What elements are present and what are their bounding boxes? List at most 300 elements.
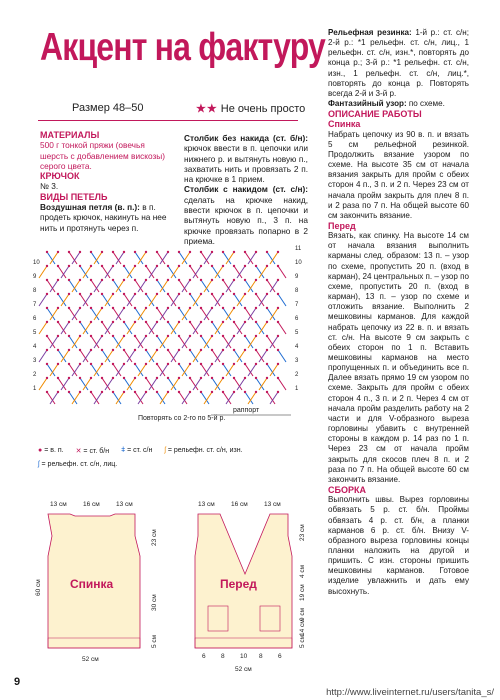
air-loop-paragraph [40, 202, 174, 233]
chain-dot [233, 377, 235, 379]
chain-dot [255, 265, 257, 267]
chain-dot [200, 307, 202, 309]
chain-dot [189, 293, 191, 295]
chain-dot [123, 321, 125, 323]
chain-dot [101, 335, 103, 337]
chain-dot [266, 363, 268, 365]
chain-dot [123, 349, 125, 351]
back-right-dim: 23 см [151, 529, 158, 546]
row-label-left: 8 [33, 288, 37, 294]
chain-dot [68, 321, 70, 323]
chain-dot [57, 321, 59, 323]
chain-dot [90, 265, 92, 267]
chain-dot [255, 377, 257, 379]
chain-dot [79, 321, 81, 323]
chain-dot [46, 321, 48, 323]
chain-dot [90, 279, 92, 281]
chain-dot [244, 307, 246, 309]
chain-dot [46, 391, 48, 393]
chain-dot [101, 321, 103, 323]
chain-dot [46, 363, 48, 365]
row-label-right: 1 [295, 386, 299, 392]
front-heading: Перед [328, 220, 356, 231]
assembly-heading: СБОРКА [328, 485, 366, 496]
chain-dot [244, 335, 246, 337]
chain-dot [211, 335, 213, 337]
row-label-right: 5 [295, 330, 299, 336]
chain-dot [57, 335, 59, 337]
chain-dot [167, 363, 169, 365]
chain-dot [68, 349, 70, 351]
page-number: 9 [14, 676, 21, 688]
chain-dot [46, 349, 48, 351]
front-top-dim: 13 см [198, 501, 215, 508]
legend-sc: ✕ = ст. б/н [75, 448, 110, 455]
chain-dot [156, 349, 158, 351]
chain-dot [266, 349, 268, 351]
chain-dot [134, 265, 136, 267]
chain-dot [112, 293, 114, 295]
chain-dot [189, 251, 191, 253]
chain-dot [167, 349, 169, 351]
garment-schematic [30, 496, 310, 676]
chain-dot [189, 335, 191, 337]
chain-dot [123, 363, 125, 365]
chain-dot [222, 349, 224, 351]
stitch-mark [39, 378, 47, 390]
chain-dot [112, 251, 114, 253]
chain-dot [156, 363, 158, 365]
chain-dot [189, 307, 191, 309]
chain-dot [79, 391, 81, 393]
chain-dot [156, 391, 158, 393]
row-label-right: 7 [295, 302, 299, 308]
assembly-text: Выполнить швы. Вырез горловины обвязать 5 р. ст. б/н. Проймы обвязать 4 р. ст. б/н, а планки карманов 6 р. ст. б/н. Внизу V-образного выреза горловины концы планки наложить на другой и пришить. С изн. стороны пришить мешковины карманов. Готовое изделие увлажнить и дать ему высохнуть. [328, 495, 469, 596]
chain-dot [266, 321, 268, 323]
chain-dot [167, 307, 169, 309]
chain-dot [134, 293, 136, 295]
legend-dc: ǂ = ст. с/н [121, 447, 153, 454]
chain-dot [178, 363, 180, 365]
chain-dot [145, 321, 147, 323]
difficulty-stars: ★★ [196, 103, 218, 115]
front-bottom-dim: 6 [202, 653, 206, 660]
row-label-left: 4 [33, 344, 37, 350]
chain-dot [101, 307, 103, 309]
back-text: Набрать цепочку из 90 в. п. и вязать 5 см рельефной резинкой. Продолжить вязание узором по схеме. На высоте 35 см от начала вязания закрыть для пройм с обеих сторон 4 п., 3 п. и 2 п. Через 23 см от начала пройм закрыть для плеч 8 п. и 2 раза по 7 п. На общей высоте 60 см закончить вязание. [328, 129, 469, 220]
chain-dot [189, 349, 191, 351]
chain-dot [277, 293, 279, 295]
chain-dot [79, 363, 81, 365]
chain-dot [244, 363, 246, 365]
rib-text: 1-й р.: ст. с/н; 2-й р.: *1 рельефн. ст. с/н, лиц., 1 рельефн. ст. с/н, изн.*, повторять до конца р.; 3-й р.: *1 рельефн. ст. с/н, изн., 1 рельефн. ст. с/н, лиц.*, повторять до конца р. Повторять всегда 2-й и 3-й р. [328, 28, 469, 98]
chain-dot [277, 265, 279, 267]
row-label-right: 9 [295, 274, 299, 280]
chain-dot [156, 265, 158, 267]
chain-dot [123, 391, 125, 393]
chain-dot [46, 377, 48, 379]
chain-dot [112, 363, 114, 365]
chain-dot [233, 391, 235, 393]
chain-dot [222, 321, 224, 323]
chain-dot [123, 251, 125, 253]
chain-dot [211, 321, 213, 323]
chain-dot [233, 265, 235, 267]
row-label-left: 1 [33, 386, 37, 392]
front-bottom-dim: 8 [221, 653, 225, 660]
chain-dot [79, 307, 81, 309]
chart-stitch-marks [39, 251, 286, 404]
dc-text: сделать на крючке накид, ввести крючок в п. цепочки и вытянуть новую п., 3 п. на крючке провязать попарно в 2 приема. [184, 194, 308, 246]
chain-dot [255, 335, 257, 337]
chain-dot [277, 335, 279, 337]
chain-dot [57, 391, 59, 393]
chain-dot [244, 265, 246, 267]
row-label-right: 6 [295, 316, 299, 322]
chain-dot [266, 251, 268, 253]
divider [38, 120, 298, 121]
front-right-dim: 4 см [299, 564, 306, 578]
chain-dot [112, 279, 114, 281]
row-label-left: 7 [33, 302, 37, 308]
chain-dot [145, 307, 147, 309]
sc-paragraph [184, 133, 308, 184]
chain-dot [90, 363, 92, 365]
front-right-dim: 23 см [299, 524, 306, 541]
chain-dot [57, 349, 59, 351]
chain-dot [156, 279, 158, 281]
work-heading: ОПИСАНИЕ РАБОТЫ [328, 109, 422, 120]
chart-row-labels-left [33, 260, 40, 392]
chain-dot [233, 251, 235, 253]
front-width-dim: 52 см [235, 666, 252, 673]
chain-dot [79, 377, 81, 379]
loops-heading: ВИДЫ ПЕТЕЛЬ [40, 191, 108, 202]
chain-dot [156, 335, 158, 337]
chain-dot [266, 265, 268, 267]
chain-dot [134, 321, 136, 323]
chain-dot [134, 335, 136, 337]
chain-dot [46, 335, 48, 337]
chain-dot [255, 251, 257, 253]
chain-dot [145, 377, 147, 379]
relief-knit-icon: ʃ [38, 461, 40, 468]
chain-dot [167, 293, 169, 295]
difficulty-text: Не очень просто [220, 103, 306, 115]
row-label-left: 2 [33, 372, 37, 378]
chain-dot [68, 335, 70, 337]
chain-dot [233, 279, 235, 281]
chain-dot [167, 279, 169, 281]
back-heading: Спинка [328, 119, 361, 130]
materials-heading: МАТЕРИАЛЫ [40, 130, 100, 140]
chain-dot [266, 279, 268, 281]
middle-column [184, 133, 308, 246]
back-top-dim: 13 см [116, 501, 133, 508]
chain-dot [266, 391, 268, 393]
dot-icon: ● [38, 447, 43, 454]
chain-dot [101, 377, 103, 379]
chain-dot [46, 307, 48, 309]
chain-dot [112, 307, 114, 309]
chain-dot [266, 335, 268, 337]
difficulty-label [196, 102, 305, 115]
chain-dot [68, 251, 70, 253]
chain-dot [244, 251, 246, 253]
right-column [328, 28, 469, 597]
chain-dot [233, 321, 235, 323]
chain-dot [222, 279, 224, 281]
row-label-left: 5 [33, 330, 37, 336]
chain-dot [189, 377, 191, 379]
back-label: Спинка [70, 577, 114, 591]
chain-dot [112, 391, 114, 393]
chain-dot [145, 335, 147, 337]
chain-dot [211, 251, 213, 253]
chain-dot [90, 349, 92, 351]
stitch-mark [39, 266, 47, 278]
chain-dot [79, 293, 81, 295]
chain-dot [46, 279, 48, 281]
row-label-right: 11 [295, 246, 302, 252]
dc-paragraph [184, 184, 308, 246]
chain-dot [167, 251, 169, 253]
row-label-left: 3 [33, 358, 37, 364]
chain-dot [233, 307, 235, 309]
footer-url: http://www.liveinternet.ru/users/tanita_s/ [326, 687, 494, 698]
chain-dot [189, 279, 191, 281]
back-top-dim: 13 см [50, 501, 67, 508]
fancy-text: по схеме. [408, 99, 445, 109]
chain-dot [101, 349, 103, 351]
chain-dot [145, 363, 147, 365]
chain-dot [266, 377, 268, 379]
chain-dot [167, 265, 169, 267]
chain-dot [90, 307, 92, 309]
stitch-mark [39, 322, 47, 334]
chain-dot [90, 321, 92, 323]
chain-dot [68, 307, 70, 309]
chain-dot [211, 307, 213, 309]
size-label: Размер 48–50 [72, 102, 144, 114]
fancy-title: Фантазийный узор: [328, 99, 407, 109]
chain-dot [211, 293, 213, 295]
chain-dot [79, 335, 81, 337]
chart-repeat-label: раппорт [233, 407, 260, 414]
chain-dot [90, 377, 92, 379]
row-label-left: 9 [33, 274, 37, 280]
chain-dot [255, 293, 257, 295]
hook-heading: КРЮЧОК [40, 171, 80, 182]
chain-dot [178, 349, 180, 351]
chain-dot [255, 363, 257, 365]
chain-dot [233, 349, 235, 351]
hook-text: № 3. [40, 181, 59, 192]
chain-dot [255, 307, 257, 309]
chain-dot [255, 391, 257, 393]
chain-dot [134, 307, 136, 309]
chain-dot [46, 251, 48, 253]
chain-dot [277, 349, 279, 351]
chain-dot [200, 391, 202, 393]
chain-dot [244, 321, 246, 323]
chain-dot [145, 279, 147, 281]
rib-title: Рельефная резинка: [328, 28, 412, 37]
chain-dot [112, 335, 114, 337]
crochet-chart [33, 240, 308, 422]
chain-dot [189, 265, 191, 267]
rib-paragraph [328, 28, 469, 99]
back-right-dim: 5 см [151, 634, 158, 648]
cross-icon: ✕ [75, 448, 82, 455]
chain-dot [200, 321, 202, 323]
chain-dot [68, 279, 70, 281]
chain-dot [244, 349, 246, 351]
back-top-dim: 16 см [83, 501, 100, 508]
chain-dot [178, 321, 180, 323]
chain-dot [266, 293, 268, 295]
chain-dot [211, 265, 213, 267]
chain-dot [277, 363, 279, 365]
chain-dot [101, 279, 103, 281]
materials-text: 500 г тонкой пряжи (овечья шерсть с добавлением вискозы) серого цвета. [40, 140, 166, 171]
back-height-dim: 60 см [35, 579, 42, 596]
chain-dot [145, 251, 147, 253]
chain-dot [156, 293, 158, 295]
chain-dot [90, 251, 92, 253]
sc-text: крючок ввести в п. цепочки или нижнего р. и вытянуть новую п., захватить нить и провязать 2 п. на крючке в 1 прием. [184, 143, 308, 185]
chain-dot [211, 363, 213, 365]
front-label: Перед [220, 577, 257, 591]
front-top-dim: 13 см [264, 501, 281, 508]
chain-dot [200, 293, 202, 295]
chain-dot [189, 391, 191, 393]
chain-dot [68, 293, 70, 295]
chain-dot [68, 377, 70, 379]
chain-dot [79, 251, 81, 253]
stitch-mark [278, 350, 286, 362]
page-title: Акцент на фактуру [40, 26, 325, 69]
chain-dot [222, 293, 224, 295]
chain-dot [222, 251, 224, 253]
chain-dot [277, 251, 279, 253]
front-top-dim: 16 см [231, 501, 248, 508]
chain-dot [211, 377, 213, 379]
chain-dot [200, 335, 202, 337]
front-right-dim: 5 см [299, 634, 306, 648]
stitch-mark [278, 378, 286, 390]
row-label-right: 10 [295, 260, 302, 266]
chain-dot [222, 335, 224, 337]
chart-repeat-note: Повторять со 2-го по 5-й р. [138, 415, 226, 422]
chain-dot [222, 377, 224, 379]
chain-dot [222, 363, 224, 365]
row-label-right: 2 [295, 372, 299, 378]
chain-dot [200, 251, 202, 253]
chain-dot [178, 377, 180, 379]
chain-dot [156, 377, 158, 379]
chain-dot [134, 251, 136, 253]
chain-dot [134, 363, 136, 365]
chain-dot [277, 391, 279, 393]
chain-dot [134, 279, 136, 281]
chain-dot [167, 377, 169, 379]
chain-dot [189, 363, 191, 365]
relief-purl-icon: ʃ [164, 447, 166, 454]
chain-dot [101, 251, 103, 253]
chain-dot [57, 265, 59, 267]
chain-dot [57, 377, 59, 379]
chain-dot [277, 279, 279, 281]
chain-dot [57, 279, 59, 281]
chain-dot [266, 307, 268, 309]
chain-dot [277, 307, 279, 309]
chain-dot [211, 349, 213, 351]
front-right-dim: 19 см [299, 584, 306, 601]
chain-dot [244, 391, 246, 393]
chain-dot [178, 265, 180, 267]
chain-dot [68, 363, 70, 365]
chain-dot [244, 377, 246, 379]
dc-title: Столбик с накидом (ст. с/н): [184, 184, 308, 195]
chain-dot [233, 335, 235, 337]
chain-dot [178, 307, 180, 309]
chain-dot [57, 307, 59, 309]
chain-dot [211, 391, 213, 393]
row-label-left: 6 [33, 316, 37, 322]
front-right-dim: 9 см [299, 607, 306, 621]
chain-dot [123, 265, 125, 267]
chain-dot [68, 265, 70, 267]
chain-dot [167, 335, 169, 337]
chain-dot [46, 293, 48, 295]
chain-dot [244, 279, 246, 281]
chain-dot [112, 265, 114, 267]
chain-dot [145, 349, 147, 351]
chain-dot [255, 279, 257, 281]
chain-dot [57, 251, 59, 253]
chain-dot [112, 321, 114, 323]
chain-dot [189, 321, 191, 323]
front-bottom-dim: 10 [240, 653, 248, 660]
chain-dot [123, 377, 125, 379]
chart-legend [38, 447, 308, 468]
front-right-dim: 14 см [299, 619, 306, 636]
fancy-paragraph [328, 99, 469, 109]
chain-dot [112, 349, 114, 351]
front-text: Вязать, как спинку. На высоте 14 см от начала вязания выполнить карманы след. образом: 13 п. – узор по схеме, пропустить 20 п. (вход в карман), 24 центральных п. – узор по схеме, пропустить 20 п. (вход в карман), 13 п. – узор по схеме и отложить вязание. Выполнить 2 мешковины карманов. Для каждой набрать цепочку из 22 в. п. и вязать ст. с/н. На высоте 9 см закрыть с обеих сторон по 1 п. Вставить мешковины карманов на место пропущенных п. и объединить все п. Далее вязать прямо 19 см узором по схеме. Закрыть для пройм с обеих сторон 4 п., 3 п. и 2 п. Через 4 см от начала пройм разделить работу на 2 части и для V-образного выреза горловины убавить с внутренней стороны в каждом р. 14 раз по 1 п. Через 23 см от начала пройм закрыть для скосов плеч 8 п. и 2 раза по 7 п. На общей высоте 60 см закончить вязание. [328, 231, 469, 484]
chain-dot [277, 321, 279, 323]
chain-dot [90, 335, 92, 337]
air-loop-title: Воздушная петля (в. п.): [40, 202, 140, 213]
chain-dot [134, 377, 136, 379]
stitch-mark [39, 350, 47, 362]
chain-dot [145, 391, 147, 393]
chain-dot [134, 349, 136, 351]
chain-dot [222, 391, 224, 393]
back-right-dim: 30 см [151, 594, 158, 611]
chain-dot [244, 293, 246, 295]
back-width-dim: 52 см [82, 656, 99, 663]
chain-dot [79, 279, 81, 281]
chain-dot [167, 321, 169, 323]
chain-dot [145, 265, 147, 267]
chain-dot [145, 293, 147, 295]
sc-title: Столбик без накида (ст. б/н): [184, 133, 308, 143]
chain-dot [156, 321, 158, 323]
row-label-left: 10 [33, 260, 40, 266]
chain-dot [222, 307, 224, 309]
